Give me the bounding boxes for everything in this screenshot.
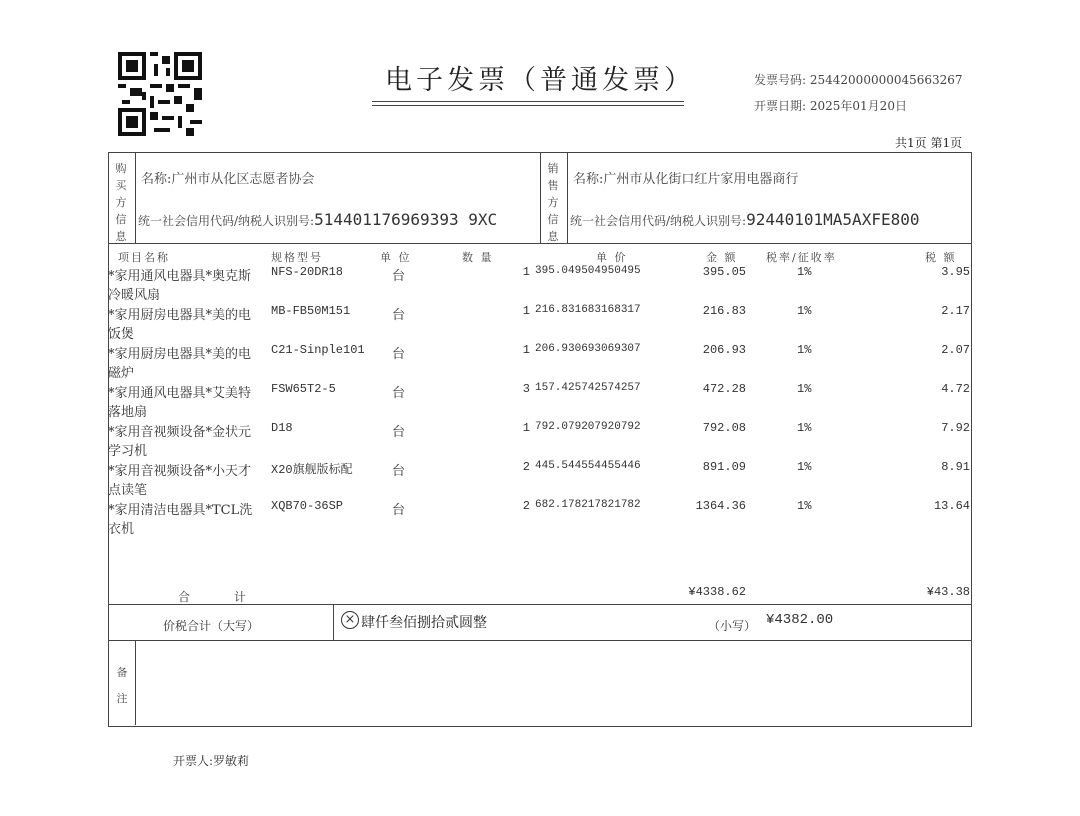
item-name: *家用通风电器具*艾美特 xyxy=(108,386,252,401)
item-amount: 395.05 xyxy=(702,265,746,279)
item-name-cont: 冷暖风扇 xyxy=(108,288,161,303)
item-name-cont: 磁炉 xyxy=(108,366,135,381)
item-name: *家用音视频设备*小天才 xyxy=(108,464,252,479)
buyer-name: 广州市从化区志愿者协会 xyxy=(171,172,315,187)
item-spec: XQB70-36SP xyxy=(271,499,344,513)
item-name-cont: 衣机 xyxy=(108,522,135,537)
item-unit: 台 xyxy=(392,386,406,401)
item-tax: 4.72 xyxy=(941,382,970,396)
item-name: *家用清洁电器具*TCL洗 xyxy=(108,503,253,518)
item-name: *家用音视频设备*金状元 xyxy=(108,425,252,440)
item-name: *家用厨房电器具*美的电 xyxy=(108,308,252,323)
column-header: 单 价 xyxy=(596,251,628,264)
item-unit-price: 216.831683168317 xyxy=(535,304,641,316)
item-unit-price: 157.425742574257 xyxy=(535,382,641,394)
item-unit-price: 206.930693069307 xyxy=(535,343,641,355)
column-header: 规格型号 xyxy=(271,251,323,264)
item-tax: 3.95 xyxy=(941,265,970,279)
item-spec: FSW65T2-5 xyxy=(271,382,336,396)
grand-small-label: （小写） xyxy=(708,619,757,633)
item-unit-price: 395.049504950495 xyxy=(535,265,641,277)
grand-total-words: 肆仟叁佰捌拾贰圆整 xyxy=(361,615,487,631)
item-amount: 216.83 xyxy=(702,304,746,318)
issuer-name: 罗敏莉 xyxy=(213,754,250,768)
seller-name: 广州市从化街口红片家用电器商行 xyxy=(603,172,799,187)
item-name-cont: 学习机 xyxy=(108,444,148,459)
item-unit-price: 792.079207920792 xyxy=(535,421,641,433)
item-unit: 台 xyxy=(392,464,406,479)
item-unit: 台 xyxy=(392,425,406,440)
item-tax-rate: 1% xyxy=(797,304,812,318)
item-tax: 13.64 xyxy=(933,499,970,513)
item-tax-rate: 1% xyxy=(797,499,812,513)
item-tax: 2.17 xyxy=(941,304,970,318)
item-qty: 2 xyxy=(522,460,530,474)
item-qty: 3 xyxy=(522,382,530,396)
total-amount: ¥4338.62 xyxy=(688,585,746,599)
item-unit: 台 xyxy=(392,269,406,284)
item-tax-rate: 1% xyxy=(797,421,812,435)
buyer-section-label: 购买方信息 xyxy=(115,162,127,243)
total-label: 合 计 xyxy=(178,590,249,604)
column-header: 税 额 xyxy=(925,251,957,264)
item-unit-price: 445.544554455446 xyxy=(535,460,641,472)
item-amount: 206.93 xyxy=(702,343,746,357)
column-header: 数 量 xyxy=(462,251,494,264)
seller-tax-id: 92440101MA5AXFE800 xyxy=(746,210,920,229)
item-amount: 891.09 xyxy=(702,460,746,474)
buyer-tax-id-label: 统一社会信用代码/纳税人识别号: xyxy=(138,214,315,228)
invoice-no-label: 发票号码: xyxy=(754,73,807,87)
item-unit-price: 682.178217821782 xyxy=(535,499,641,511)
item-name: *家用通风电器具*奥克斯 xyxy=(108,269,252,284)
item-tax: 7.92 xyxy=(941,421,970,435)
item-amount: 792.08 xyxy=(702,421,746,435)
item-spec: NFS-20DR18 xyxy=(271,265,344,279)
item-name-cont: 点读笔 xyxy=(108,483,148,498)
issuer-label: 开票人: xyxy=(173,754,214,768)
grand-total-small: ¥4382.00 xyxy=(766,612,834,628)
item-spec: X20旗舰版标配 xyxy=(271,463,353,477)
item-spec: D18 xyxy=(271,421,293,435)
column-header: 税率/征收率 xyxy=(766,251,837,264)
item-name-cont: 饭煲 xyxy=(108,327,135,342)
item-tax-rate: 1% xyxy=(797,265,812,279)
item-amount: 1364.36 xyxy=(695,499,746,513)
item-tax-rate: 1% xyxy=(797,343,812,357)
cross-circle-icon: × xyxy=(341,611,359,629)
item-qty: 1 xyxy=(522,304,530,318)
item-unit: 台 xyxy=(392,308,406,323)
item-tax: 2.07 xyxy=(941,343,970,357)
invoice-date: 2025年01月20日 xyxy=(809,99,907,113)
seller-name-label: 名称: xyxy=(573,172,604,187)
item-qty: 1 xyxy=(522,421,530,435)
item-tax: 8.91 xyxy=(941,460,970,474)
grand-total-label: 价税合计（大写） xyxy=(163,619,260,633)
item-name-cont: 落地扇 xyxy=(108,405,148,420)
seller-section-label: 销售方信息 xyxy=(547,162,559,243)
column-header: 金 额 xyxy=(706,251,738,264)
invoice-no: 25442000000045663267 xyxy=(809,73,963,87)
column-header: 单 位 xyxy=(380,251,412,264)
item-name: *家用厨房电器具*美的电 xyxy=(108,347,252,362)
item-qty: 1 xyxy=(522,265,530,279)
item-unit: 台 xyxy=(392,347,406,362)
date-label: 开票日期: xyxy=(754,99,807,113)
item-spec: MB-FB50M151 xyxy=(271,304,351,318)
buyer-tax-id: 514401176969393 9XC xyxy=(314,210,498,229)
total-tax: ¥43.38 xyxy=(926,585,970,599)
item-tax-rate: 1% xyxy=(797,460,812,474)
remark-label: 备注 xyxy=(116,666,128,705)
item-spec: C21-Sinple101 xyxy=(271,343,365,357)
item-amount: 472.28 xyxy=(702,382,746,396)
item-qty: 2 xyxy=(522,499,530,513)
item-unit: 台 xyxy=(392,503,406,518)
page-count: 共1页 第1页 xyxy=(895,136,963,150)
item-qty: 1 xyxy=(522,343,530,357)
buyer-name-label: 名称: xyxy=(141,172,172,187)
seller-tax-id-label: 统一社会信用代码/纳税人识别号: xyxy=(570,214,747,228)
column-header: 项目名称 xyxy=(118,251,170,264)
invoice-title: 电子发票（普通发票） xyxy=(385,65,695,96)
title-underline xyxy=(372,101,684,102)
title-underline xyxy=(372,105,684,106)
item-tax-rate: 1% xyxy=(797,382,812,396)
qr-code xyxy=(117,52,203,136)
